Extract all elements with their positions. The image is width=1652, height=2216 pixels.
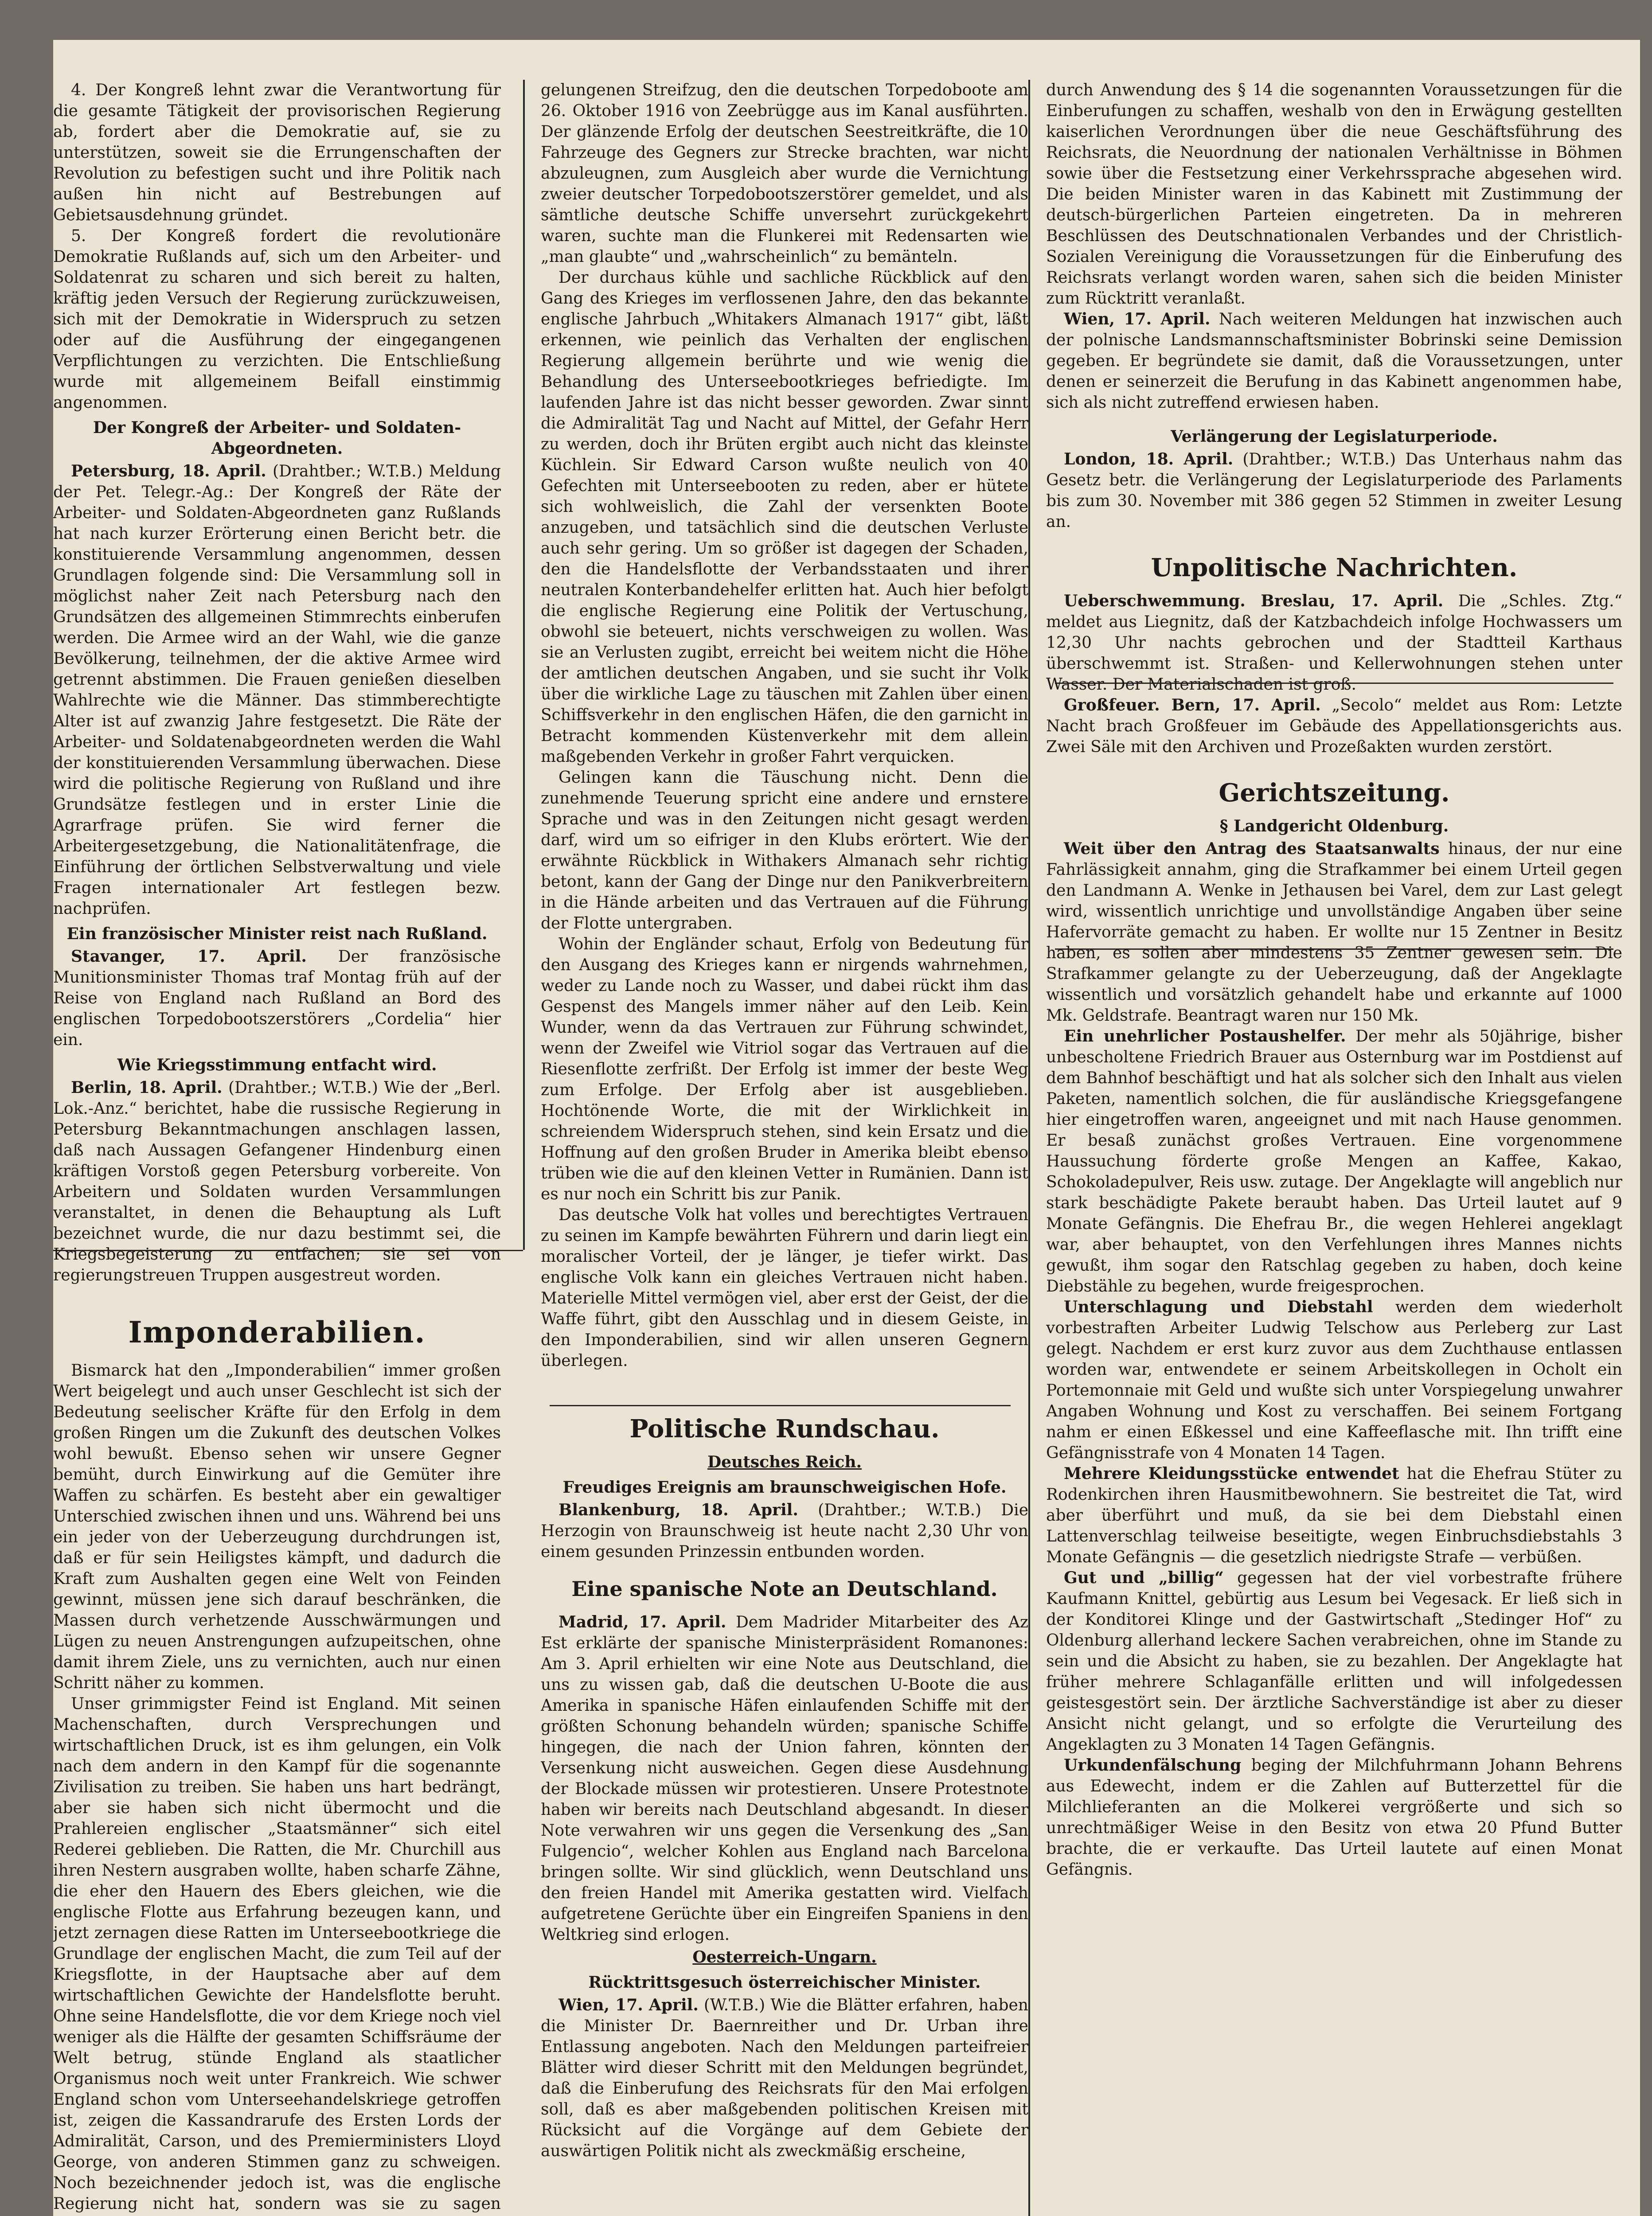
column-2 <box>541 80 1028 2216</box>
dateline: Wien, 17. April. <box>558 1996 699 2014</box>
paragraph: beging der Milchfuhrmann Johann Behrens aus Edewecht, indem er die Zahlen auf Butterzettel für die Milchlieferanten an die Molkerei vergrößerte und sich so unrechtmäßiger Weise in den Besitz von etwa 20 Pfund Butter brachte, die er verkaufte. Das Urteil lautete auf einen Monat Gefängnis. <box>1046 1756 1622 1879</box>
subsection-title: Oesterreich-Ungarn. <box>692 1948 877 1966</box>
column-1 <box>53 80 501 2216</box>
lead-in: Mehrere Kleidungsstücke entwendet <box>1064 1464 1399 1483</box>
dateline: Madrid, 17. April. <box>558 1613 726 1631</box>
column-3 <box>1046 80 1622 2216</box>
paragraph: durch Anwendung des § 14 die sogenannten Voraussetzungen für die Einberufungen zu schaffen, weshalb von den in Erwägung gestellten kaiserlichen Verordnungen über die neue Geschäftsführung des Reichsrats, die Neuordnung der nationalen Verhältnisse in Böhmen sowie über die Festsetzung einer Verkehrssprache abgesehen wird. Die beiden Minister waren in das Kabinett mit Zustimmung der deutsch-bürgerlichen Parteien eingetreten. Da in mehreren Beschlüssen des Deutschnationalen Verbandes und der Christlich-Sozialen Vereinigung die Voraussetzungen für die Einberufung des Reichsrats verlangt worden waren, sahen sich die beiden Minister zum Rücktritt veranlaßt. <box>1046 81 1622 308</box>
paragraph: (W.T.B.) Wie die Blätter erfahren, haben die Minister Dr. Baernreither und Dr. Urban ihre Entlassung angeboten. Nach den Meldungen parteifreier Blätter wird dieser Schritt mit den Meldungen begründet, daß die Einberufung des Reichsrats für den Mai erfolgen soll, daß es aber maßgebenden politischen Kreisen mit Rücksicht auf die Vorgänge auf dem Gebiete der auswärtigen Politik nicht als zweckmäßig erscheine, <box>541 1996 1028 2160</box>
dateline: London, 18. April. <box>1064 450 1234 468</box>
article-heading: Wie Kriegsstimmung entfacht wird. <box>117 1056 437 1074</box>
paragraph: hat die Ehefrau Stüter zu Rodenkirchen ihren Hausmitbewohnern. Sie bestreitet die Tat, wird aber überführt und muß, da sie bei dem Diebstahl einen Lattenverschlag teilweise beseitigte, wegen Einbruchsdiebstahls 3 Monate Gefängnis — die gesetzlich niedrigste Strafe — verbüßen. <box>1046 1465 1622 1566</box>
lead-in: Gut und „billig“ <box>1064 1568 1224 1587</box>
paragraph: (Drahtber.; W.T.B.) Meldung der Pet. Telegr.-Ag.: Der Kongreß der Räte der Arbeiter- und Soldaten-Abgeordneten ganz Rußlands hat nach kurzer Erörterung einen Bericht betr. die konstituierende Versammlung angenommen, dessen Grundlagen folgende sind: Die Versammlung soll in möglichst naher Zeit nach Petersburg nach den Grundsätzen des allgemeinen Stimmrechts einberufen werden. Die Armee wird an der Wahl, wie die ganze Bevölkerung, teilnehmen, der die aktive Armee wird getrennt abstimmen. Die Frauen genießen dieselben Wahlrechte wie die Männer. Das stimmberechtigte Alter ist auf zwanzig Jahre festgesetzt. Die Räte der Arbeiter- und Soldatenabgeordneten werden die Wahl der konstituierenden Versammlung überwachen. Diese wird die politische Regierung von Rußland und ihre Grundsätze festlegen und in erster Linie die Agrarfrage prüfen. Sie wird ferner die Arbeitergesetzgebung, die Nationalitätenfrage, die Einführung der örtlichen Selbstverwaltung und viele Fragen internationaler Art festlegen bezw. nachprüfen. <box>53 462 501 918</box>
column-rule <box>1028 80 1030 2216</box>
paragraph: Gelingen kann die Täuschung nicht. Denn die zunehmende Teuerung spricht eine andere und ernstere Sprache und was in den Zeitungen nicht gesagt werden darf, wird um so eifriger in den Klubs erörtert. Wie der erwähnte Rückblick in Withakers Almanach sehr richtig betont, kann der Gang der Dinge nur den Panikverbreitern in die Hände arbeiten und das Vertrauen auf die Führung der Flotte untergraben. <box>541 769 1028 932</box>
newspaper-page <box>53 40 1640 2216</box>
paragraph: Bismarck hat den „Imponderabilien“ immer großen Wert beigelegt und auch unser Geschlecht ist sich der Bedeutung seelischer Kräfte für den Erfolg in dem großen Ringen um die Zukunft des deutschen Volkes wohl bewußt. Ebenso sehen wir unsere Gegner bemüht, durch Einwirkung auf die Gemüter ihre Waffen zu schärfen. Es besteht aber ein gewaltiger Unterschied zwischen ihnen und uns. Während bei uns ein jeder von der Ueberzeugung durchdrungen ist, daß er für sein Heiligstes kämpft, und dadurch die Kraft zum Aushalten gegen eine Welt von Feinden gewinnt, müssen jene sich darauf beschränken, die Massen durch verhetzende Ausschwärmungen und Lügen zu neuen Anstrengungen aufzupeitschen, ohne damit ihrem Ziele, uns zu vernichten, auch nur einen Schritt näher zu kommen. <box>53 1362 501 1692</box>
section-title: Unpolitische Nachrichten. <box>1151 553 1518 582</box>
subsection-title: Deutsches Reich. <box>707 1453 862 1471</box>
lead-in: Weit über den Antrag des Staatsanwalts <box>1064 839 1440 858</box>
lead-in: Urkundenfälschung <box>1064 1756 1242 1775</box>
paragraph: (Drahtber.; W.T.B.) Wie der „Berl. Lok.-Anz.“ berichtet, habe die russische Regierung in Petersburg Bekanntmachungen anschlagen lassen, daß nach Aussagen Gefangener Hindenburg einen kräftigen Vorstoß gegen Petersburg vorbereite. Von Arbeitern und Soldaten wurden Versammlungen veranstaltet, in denen die Behauptung als Luft bezeichnet wurde, die nur dazu bestimmt sei, die Kriegsbegeisterung zu entfachen; sie sei von regierungstreuen Truppen ausgestreut worden. <box>53 1079 501 1284</box>
paragraph: (Drahtber.; W.T.B.) Die Herzogin von Braunschweig ist heute nacht 2,30 Uhr von einem gesunden Prinzessin entbunden worden. <box>541 1501 1028 1561</box>
paragraph: (Drahtber.; W.T.B.) Das Unterhaus nahm das Gesetz betr. die Verlängerung der Legislaturperiode des Parlaments bis zum 30. November mit 386 gegen 52 Stimmen in zweiter Lesung an. <box>1046 450 1622 531</box>
section-title: Imponderabilien. <box>128 1315 426 1350</box>
paragraph: hinaus, der nur eine Fahrlässigkeit annahm, ging die Strafkammer bei einem Urteil gegen den Landmann A. Wenke in Jethausen bei Varel, dem zur Last gelegt wird, wissentlich unrichtige und unvollständige Angaben über seine Hafervorräte gemacht zu haben. Er wollte nur 15 Zentner in Besitz haben, es sollen aber mindestens 35 Zentner gewesen sein. Die Strafkammer gelangte zu der Ueberzeugung, daß der Angeklagte wissentlich und vorsätzlich gehandelt habe und erkannte auf 1000 Mk. Geldstrafe. Beantragt waren nur 150 Mk. <box>1046 840 1622 1025</box>
dateline: Ueberschwemmung. Breslau, 17. April. <box>1064 592 1444 610</box>
lead-in: Ein unehrlicher Postaushelfer. <box>1064 1027 1346 1046</box>
paragraph: Dem Madrider Mitarbeiter des Az Est erklärte der spanische Ministerpräsident Romanones: Am 3. April erhielten wir eine Note aus Deutschland, die uns zu wissen gab, daß die deutschen U-Boote die aus Amerika in spanische Häfen einlaufenden Schiffe mit der größten Schonung behandeln würden; spanische Schiffe hingegen, die nach der Union fahren, könnten der Versenkung nicht ausweichen. Gegen diese Ausdehnung der Blockade müssen wir protestieren. Unsere Protestnote haben wir bereits nach Deutschland abgesandt. In dieser Note verwahren wir uns gegen die Versenkung des „San Fulgencio“, welcher Kohlen aus England nach Barcelona bringen sollte. Wir sind glücklich, wenn Deutschland uns den freien Handel mit Amerika gestatten wird. Vielfach aufgetretene Gerüchte über ein Eingreifen Spaniens in den Weltkrieg sind erlogen. <box>541 1613 1028 1944</box>
paragraph: Nach weiteren Meldungen hat inzwischen auch der polnische Landsmannschaftsminister Bobrinski seine Demission gegeben. Er begründete sie damit, daß die Voraussetzungen, unter denen er seinerzeit die Berufung in das Kabinett angenommen habe, sich als nicht zutreffend erwiesen haben. <box>1046 310 1622 412</box>
column-rule <box>523 80 525 1250</box>
paragraph: Der französische Munitionsminister Thomas traf Montag früh auf der Reise von England nach Rußland an Bord des englischen Torpedobootszerstörers „Cordelia“ hier ein. <box>53 948 501 1049</box>
paragraph: Der durchaus kühle und sachliche Rückblick auf den Gang des Krieges im verflossenen Jahre, den das bekannte englische Jahrbuch „Whitakers Almanach 1917“ gibt, läßt erkennen, wie peinlich das Verhalten der englischen Regierung allgemein berührte und wie wenig die Behandlung des Unterseebootkrieges befriedigte. Im laufenden Jahre ist das nicht besser geworden. Zwar sinnt die Admiralität Tag und Nacht auf Mittel, der Gefahr Herr zu werden, doch ihr Brüten ergibt auch nicht das kleinste Küchlein. Sir Edward Carson wußte neulich von 40 Gefechten mit Unterseebooten zu reden, aber er hütete sich wohlweislich, die Zahl der versenkten Boote anzugeben, und tatsächlich sind die deutschen Verluste auch sehr gering. Um so größer ist dagegen der Schaden, den die Handelsflotte der Verbandsstaaten und ihrer neutralen Konterbandehelfer erlitten hat. Auch hier befolgt die englische Regierung eine Politik der Vertuschung, obwohl sie beteuert, nichts verschweigen zu wollen. Was sie an Verlusten zugibt, erreicht bei weitem nicht die Höhe der amtlichen deutschen Angaben, und sie sucht ihr Volk über die wirkliche Lage zu täuschen mit Zahlen über einen Schiffsverkehr in den englischen Häfen, die den garnicht in Betracht kommenden Küstenverkehr mit dem allein maßgebenden Verkehr in großer Fahrt verquicken. <box>541 269 1028 766</box>
section-title: Politische Rundschau. <box>629 1414 940 1444</box>
section-title: Gerichtszeitung. <box>1218 778 1450 808</box>
dateline: Stavanger, 17. April. <box>71 947 307 966</box>
article-heading: Ein französischer Minister reist nach Rußland. <box>66 925 488 943</box>
paragraph: Unser grimmigster Feind ist England. Mit seinen Machenschaften, durch Versprechungen und wirtschaftlichen Druck, ist es ihm gelungen, ein Volk nach dem andern in den Kampf für die sogenannte Zivilisation zu treiben. Sie haben uns hart bedrängt, aber sie haben sich nicht übermocht und die Prahlereien englischer „Staatsmänner“ sich eitel Rederei geblieben. Die Ratten, die Mr. Churchill aus ihren Nestern ausgraben wollte, haben scharfe Zähne, die eher den Hauern des Ebers gleichen, wie die englische Flotte aus Erfahrung bezeugen kann, und jetzt zernagen diese Ratten im Unterseebootkriege die Grundlage der englischen Macht, die zum Teil auf der Kriegsflotte, in der Hauptsache aber auf dem wirtschaftlichen Gewichte der Handelsflotte beruht. Ohne seine Handelsflotte, die vor dem Kriege noch viel weniger als die Hälfte der gesamten Schiffsräume der Welt betrug, stünde England als staatlicher Organismus noch weit unter Frankreich. Wie schwer England schon vom Unterseehandelskriege getroffen ist, zeigen die Kassandrarufe des Ersten Lords der Admiralität, Carson, und des Premierministers Lloyd George, von anderen Stimmen ganz zu schweigen. Noch bezeichnender jedoch ist, was die englische Regierung nicht hat, sondern was sie zu sagen <box>53 1695 501 2213</box>
paragraph: Wohin der Engländer schaut, Erfolg von Bedeutung für den Ausgang des Krieges kann er nirgends wahrnehmen, weder zu Lande noch zu Wasser, und dabei rückt ihm das Gespenst des Mangels immer näher auf den Leib. Kein Wunder, wenn da das Vertrauen zur Führung schwindet, wenn der Zweifel wie Vitriol sogar das Vertrauen auf die Riesenflotte zerfrißt. Der Erfolg ist immer der beste Weg zum Erfolge. Der Erfolg aber ist ausgeblieben. Hochtönende Worte, die mit der Wirklichkeit in schreiendem Widerspruch stehen, sind kein Ersatz und die Hoffnung auf den großen Bruder in Amerika bleibt ebenso trüben wie die auf den kleinen Vetter in Rumänien. Dann ist es nur noch ein Schritt bis zur Panik. <box>541 935 1028 1203</box>
article-title: Eine spanische Note an Deutschland. <box>571 1577 998 1601</box>
paragraph: 5. Der Kongreß fordert die revolutionäre Demokratie Rußlands auf, sich um den Arbeiter- und Soldatenrat zu scharen und sich bereit zu halten, kräftig jeden Versuch der Regierung zurückzuweisen, sich mit der Demokratie in Widerspruch zu setzen oder auf die Ausführung der eingegangenen Verpflichtungen zu verzichten. Die Entschließung wurde mit allgemeinem Beifall einstimmig angenommen. <box>53 227 501 412</box>
article-heading: Rücktrittsgesuch österreichischer Minister. <box>588 1973 981 1992</box>
paragraph: Die „Schles. Ztg.“ meldet aus Liegnitz, daß der Katzbachdeich infolge Hochwassers um 12,30 Uhr nachts gebrochen und der Stadtteil Karthaus überschwemmt ist. Straßen- und Kellerwohnungen stehen unter Wasser. Der Materialschaden ist groß. <box>1046 592 1622 694</box>
lead-in: Unterschlagung und Diebstahl <box>1064 1298 1373 1316</box>
subsection-title: § Landgericht Oldenburg. <box>1219 817 1449 835</box>
dateline: Berlin, 18. April. <box>71 1078 223 1097</box>
dateline: Blankenburg, 18. April. <box>558 1501 798 1519</box>
paragraph: gelungenen Streifzug, den die deutschen Torpedoboote am 26. Oktober 1916 von Zeebrügge aus im Kanal ausführten. Der glänzende Erfolg der deutschen Seestreitkräfte, die 10 Fahrzeuge des Gegners zur Strecke brachten, war nicht abzuleugnen, zum Ausgleich aber wurde die Vernichtung zweier deutscher Torpedobootszerstörer gemeldet, und als sämtliche deutsche Schiffe unversehrt zurückgekehrt waren, suchte man die Flunkerei mit Redensarten wie „man glaubte“ und „wahrscheinlich“ zu bemänteln. <box>541 81 1028 266</box>
article-heading: Verlängerung der Legislaturperiode. <box>1171 427 1498 446</box>
article-heading: Der Kongreß der Arbeiter- und Soldaten-Abgeordneten. <box>93 418 461 458</box>
paragraph: 4. Der Kongreß lehnt zwar die Verantwortung für die gesamte Tätigkeit der provisorischen Regierung ab, fordert aber die Demokratie auf, sie zu unterstützen, soweit sie die Errungenschaften der Revolution zu befestigen sucht und ihre Politik nach außen hin nicht auf Bestrebungen auf Gebietsausdehnung gründet. <box>53 81 501 224</box>
dateline: Wien, 17. April. <box>1064 310 1211 328</box>
article-heading: Freudiges Ereignis am braunschweigischen Hofe. <box>562 1478 1007 1497</box>
paragraph: Der mehr als 50jährige, bisher unbescholtene Friedrich Brauer aus Osternburg war im Postdienst auf dem Bahnhof beschäftigt und hat als solcher sich den Inhalt aus vielen Paketen, namentlich solchen, die für ausländische Kriegsgefangene hier eingetroffen waren, angeeignet und mit nach Hause genommen. Er besaß zunächst großes Vertrauen. Eine vorgenommene Haussuchung förderte große Mengen an Kaffee, Kakao, Schokoladepulver, Reis usw. zutage. Der Angeklagte will angeblich nur stark beschädigte Pakete beraubt haben. Das Urteil lautet auf 9 Monate Gefängnis. Die Ehefrau Br., die wegen Hehlerei angeklagt war, aber behauptet, von den Verfehlungen ihres Mannes nichts gewußt, ihm sogar den Ratschlag gegeben zu haben, doch keine Diebstähle zu begehen, wurde freigesprochen. <box>1046 1027 1622 1295</box>
paragraph: werden dem wiederholt vorbestraften Arbeiter Ludwig Telschow aus Perleberg zur Last gelegt. Nachdem er erst kurz zuvor aus dem Zuchthause entlassen worden war, entwendete er seinem Arbeitskollegen in Ocholt ein Portemonnaie mit Geld und wußte sich unter Vorspiegelung unwahrer Angaben Wohnung und Kost zu verschaffen. Bei seinem Fortgang nahm er einen Eßkessel und eine Kaffeeflasche mit. Ihn trifft eine Gefängnisstrafe von 4 Monaten 14 Tagen. <box>1046 1298 1622 1462</box>
paragraph: Das deutsche Volk hat volles und berechtigtes Vertrauen zu seinen im Kampfe bewährten Führern und darin liegt ein moralischer Vorteil, der je länger, je tiefer wirkt. Das englische Volk kann ein gleiches Vertrauen nicht haben. Materielle Mittel vermögen viel, aber erst der Geist, der die Waffe führt, gibt den Ausschlag und in diesem Geiste, in den Imponderabilien, sind wir allen unseren Gegnern überlegen. <box>541 1206 1028 1370</box>
dateline: Petersburg, 18. April. <box>71 462 266 480</box>
dateline: Großfeuer. Bern, 17. April. <box>1064 696 1321 714</box>
paragraph: gegessen hat der viel vorbestrafte frühere Kaufmann Knittel, gebürtig aus Lesum bei Vegesack. Er ließ sich in der Konditorei Klinge und der Gastwirtschaft „Stedinger Hof“ zu Oldenburg allerhand leckere Sachen verabreichen, ohne im Stande zu sein und die Absicht zu haben, sie zu bezahlen. Der Angeklagte hat früher mehrere Schlaganfälle erlitten und will infolgedessen geistesgestört sein. Der ärztliche Sachverständige ist aber zu dieser Ansicht nicht gelangt, und so erfolgte die Verurteilung des Angeklagten zu 3 Monaten 14 Tagen Gefängnis. <box>1046 1569 1622 1754</box>
paragraph: „Secolo“ meldet aus Rom: Letzte Nacht brach Großfeuer im Gebäude des Appellationsgerichts aus. Zwei Säle mit den Archiven und Prozeßakten wurden zerstört. <box>1046 696 1622 756</box>
